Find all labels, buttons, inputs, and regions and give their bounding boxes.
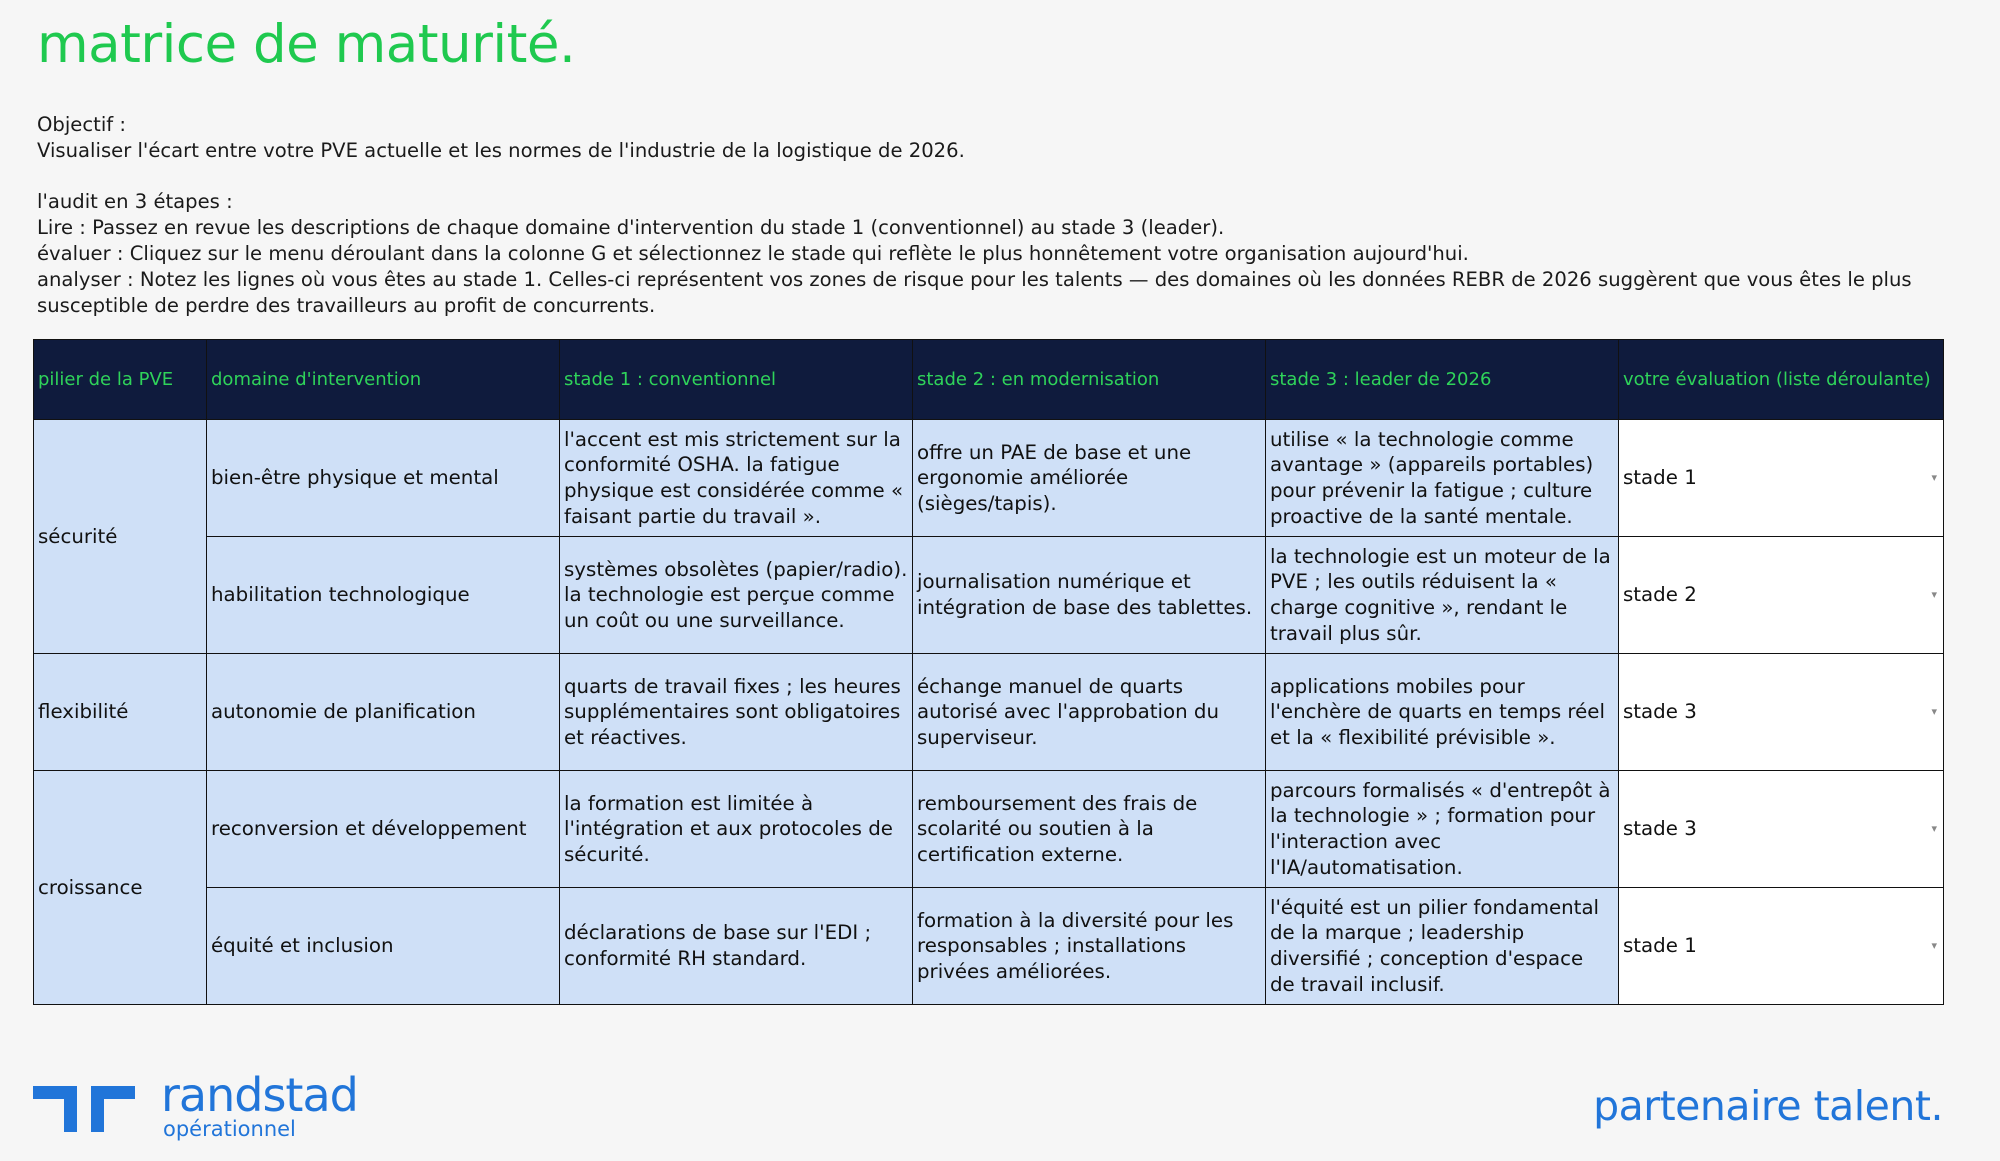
audit-label: l'audit en 3 étapes :	[37, 190, 233, 214]
tagline: partenaire talent.	[1593, 1082, 1943, 1130]
stage3-cell: la technologie est un moteur de la PVE ; les outils réduisent la « charge cognitive », rendant le travail plus sûr.	[1266, 537, 1619, 654]
evaluation-dropdown[interactable]	[1619, 888, 1944, 1005]
logo-subtitle: opérationnel	[163, 1117, 296, 1141]
stage3-cell: parcours formalisés « d'entrepôt à la technologie » ; formation pour l'interaction avec l'IA/automatisation.	[1266, 771, 1619, 888]
evaluation-dropdown[interactable]	[1619, 654, 1944, 771]
evaluation-value: stade 3	[1623, 817, 1697, 841]
evaluation-value: stade 3	[1623, 700, 1697, 724]
stage2-cell: journalisation numérique et intégration de base des tablettes.	[913, 537, 1266, 654]
step-analyze: analyser : Notez les lignes où vous êtes au stade 1. Celles-ci représentent vos zones de risque pour les talents — des domaines où les données REBR de 2026 suggèrent que vous êtes le plus susceptible de perdre des travailleurs au profit de concurrents.	[37, 267, 1912, 317]
randstad-logo	[33, 1068, 358, 1142]
evaluation-value: stade 1	[1623, 934, 1697, 958]
domain-cell: autonomie de planification	[207, 654, 560, 771]
dropdown-caret-icon[interactable]: ▾	[1931, 822, 1937, 836]
pillar-cell-safety: sécurité	[34, 420, 207, 654]
header-pillar: pilier de la PVE	[34, 340, 207, 420]
header-stage3: stade 3 : leader de 2026	[1266, 340, 1619, 420]
pillar-cell-flexibility: flexibilité	[34, 654, 207, 771]
stage3-cell: utilise « la technologie comme avantage » (appareils portables) pour prévenir la fatigue ; culture proactive de la santé mentale.	[1266, 420, 1619, 537]
table-row	[34, 654, 1944, 771]
dropdown-caret-icon[interactable]: ▾	[1931, 705, 1937, 719]
objective-text: Visualiser l'écart entre votre PVE actuelle et les normes de l'industrie de la logistique de 2026.	[37, 138, 965, 162]
evaluation-value: stade 1	[1623, 466, 1697, 490]
stage2-cell: remboursement des frais de scolarité ou soutien à la certification externe.	[913, 771, 1266, 888]
stage2-cell: formation à la diversité pour les responsables ; installations privées améliorées.	[913, 888, 1266, 1005]
randstad-logo-icon	[33, 1086, 145, 1144]
stage1-cell: quarts de travail fixes ; les heures supplémentaires sont obligatoires et réactives.	[560, 654, 913, 771]
table-header-row	[34, 340, 1944, 420]
instructions	[37, 112, 1957, 318]
dropdown-caret-icon[interactable]: ▾	[1931, 939, 1937, 953]
domain-cell: reconversion et développement	[207, 771, 560, 888]
pillar-cell-growth: croissance	[34, 771, 207, 1005]
domain-cell: habilitation technologique	[207, 537, 560, 654]
step-evaluate: évaluer : Cliquez sur le menu déroulant dans la colonne G et sélectionnez le stade qui reflète le plus honnêtement votre organisation aujourd'hui.	[37, 241, 1469, 265]
stage2-cell: échange manuel de quarts autorisé avec l'approbation du superviseur.	[913, 654, 1266, 771]
evaluation-dropdown[interactable]	[1619, 537, 1944, 654]
evaluation-dropdown[interactable]	[1619, 771, 1944, 888]
dropdown-caret-icon[interactable]: ▾	[1931, 471, 1937, 485]
maturity-matrix-table	[33, 339, 1944, 1005]
table-row	[34, 420, 1944, 537]
stage1-cell: l'accent est mis strictement sur la conformité OSHA. la fatigue physique est considérée comme « faisant partie du travail ».	[560, 420, 913, 537]
header-stage1: stade 1 : conventionnel	[560, 340, 913, 420]
domain-cell: bien-être physique et mental	[207, 420, 560, 537]
page-title: matrice de maturité.	[37, 14, 576, 75]
header-evaluation: votre évaluation (liste déroulante)	[1619, 340, 1944, 420]
table-row	[34, 537, 1944, 654]
stage2-cell: offre un PAE de base et une ergonomie améliorée (sièges/tapis).	[913, 420, 1266, 537]
step-read: Lire : Passez en revue les descriptions de chaque domaine d'intervention du stade 1 (conventionnel) au stade 3 (leader).	[37, 216, 1225, 240]
header-domain: domaine d'intervention	[207, 340, 560, 420]
objective-label: Objectif :	[37, 113, 126, 136]
stage1-cell: déclarations de base sur l'EDI ; conformité RH standard.	[560, 888, 913, 1005]
stage3-cell: applications mobiles pour l'enchère de quarts en temps réel et la « flexibilité prévisible ».	[1266, 654, 1619, 771]
dropdown-caret-icon[interactable]: ▾	[1931, 588, 1937, 602]
stage3-cell: l'équité est un pilier fondamental de la marque ; leadership diversifié ; conception d'espace de travail inclusif.	[1266, 888, 1619, 1005]
domain-cell: équité et inclusion	[207, 888, 560, 1005]
stage1-cell: la formation est limitée à l'intégration et aux protocoles de sécurité.	[560, 771, 913, 888]
header-stage2: stade 2 : en modernisation	[913, 340, 1266, 420]
table-row	[34, 771, 1944, 888]
evaluation-dropdown[interactable]	[1619, 420, 1944, 537]
logo-wordmark: randstad	[161, 1068, 358, 1122]
stage1-cell: systèmes obsolètes (papier/radio). la technologie est perçue comme un coût ou une surveillance.	[560, 537, 913, 654]
evaluation-value: stade 2	[1623, 583, 1697, 607]
table-row	[34, 888, 1944, 1005]
